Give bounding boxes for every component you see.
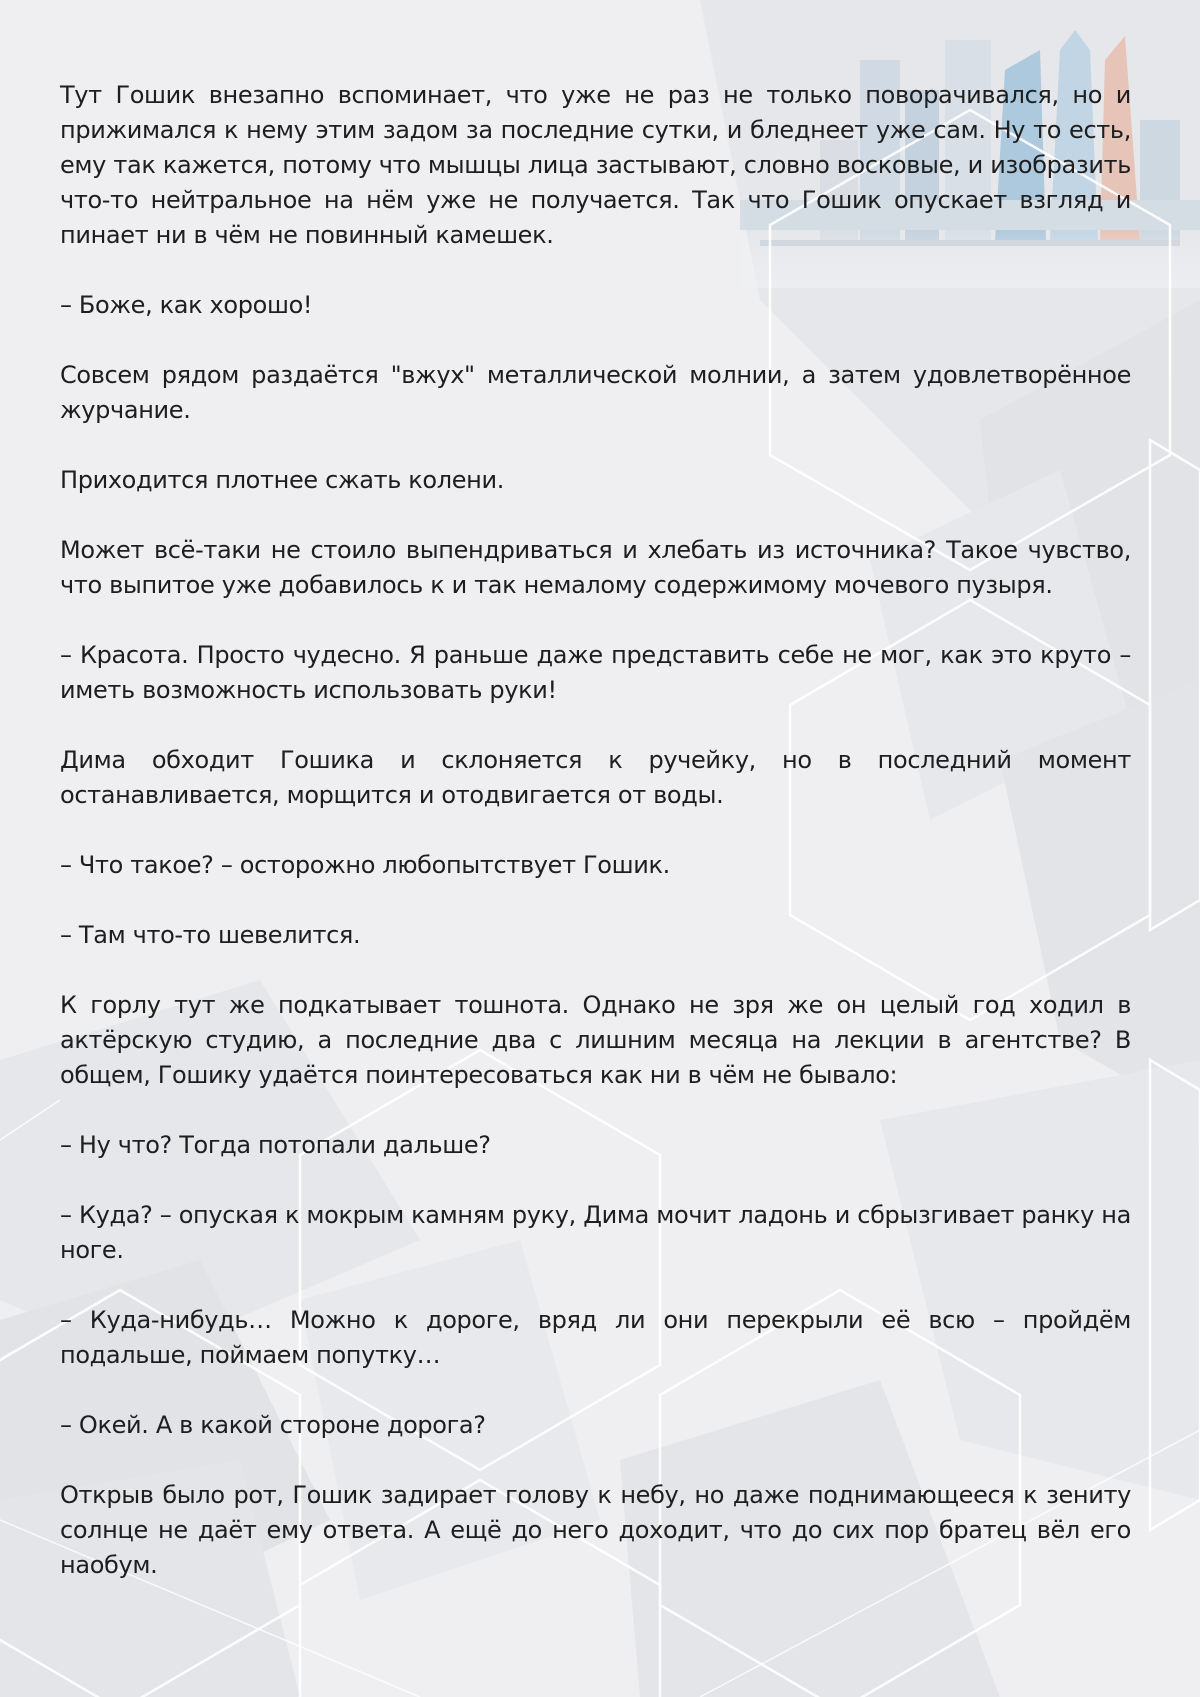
paragraph: К горлу тут же подкатывает тошнота. Однако не зря же он целый год ходил в актёрскую студию, а последние два с лишним месяца на лекции в агентстве? В общем, Гошику удаётся поинтересоваться как ни в чём не бывало:	[60, 991, 1131, 1089]
paragraph: Может всё-таки не стоило выпендриваться и хлебать из источника? Такое чувство, что выпитое уже добавилось к и так немалому содержимому мочевого пузыря.	[60, 536, 1131, 599]
paragraph: – Окей. А в какой стороне дорога?	[60, 1411, 486, 1439]
paragraph: – Куда-нибудь… Можно к дороге, вряд ли они перекрыли её всю – пройдём подальше, поймаем попутку…	[60, 1306, 1131, 1369]
paragraph: Тут Гошик внезапно вспоминает, что уже не раз не только поворачивался, но и прижимался к нему этим задом за последние сутки, и бледнеет уже сам. Ну то есть, ему так кажется, потому что мышцы лица застывают, словно восковые, и изобразить что-то нейтральное на нём уже не получается. Так что Гошик опускает взгляд и пинает ни в чём не повинный камешек.	[60, 81, 1131, 249]
paragraph: – Куда? – опуская к мокрым камням руку, Дима мочит ладонь и сбрызгивает ранку на ноге.	[60, 1201, 1131, 1264]
paragraph: – Что такое? – осторожно любопытствует Гошик.	[60, 851, 670, 879]
paragraph: – Там что-то шевелится.	[60, 921, 361, 949]
paragraph: – Ну что? Тогда потопали дальше?	[60, 1131, 491, 1159]
paragraph: Дима обходит Гошика и склоняется к ручейку, но в последний момент останавливается, морщится и отодвигается от воды.	[60, 746, 1131, 809]
document-body	[60, 78, 1131, 1583]
paragraph: – Красота. Просто чудесно. Я раньше даже представить себе не мог, как это круто – иметь возможность использовать руки!	[60, 641, 1131, 704]
paragraph: – Боже, как хорошо!	[60, 291, 313, 319]
paragraph: Приходится плотнее сжать колени.	[60, 466, 505, 494]
paragraph: Открыв было рот, Гошик задирает голову к небу, но даже поднимающееся к зениту солнце не даёт ему ответа. А ещё до него доходит, что до сих пор братец вёл его наобум.	[60, 1481, 1131, 1579]
paragraph: Совсем рядом раздаётся "вжух" металлической молнии, а затем удовлетворённое журчание.	[60, 361, 1131, 424]
